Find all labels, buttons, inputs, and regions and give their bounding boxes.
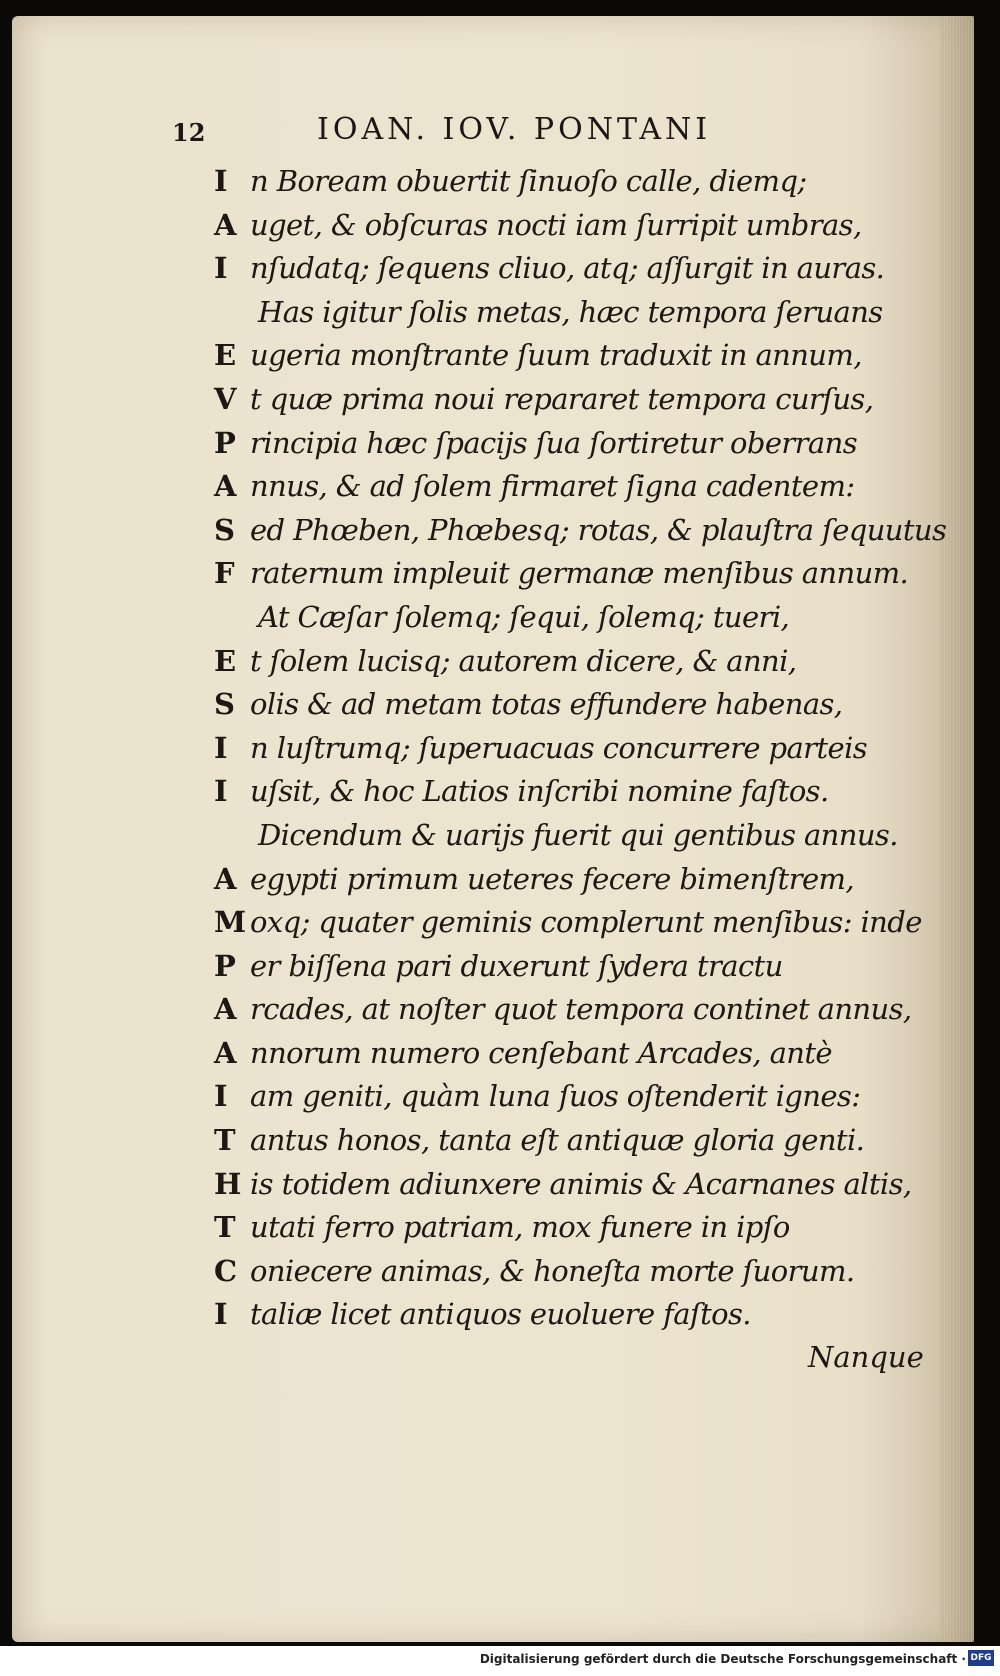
verse-initial: E [214,643,236,678]
footer-credit: Digitalisierung gefördert durch die Deutsche Forschungsgemeinschaft · [479,1652,966,1666]
verse-initial: P [214,425,236,460]
verse-line [214,1250,934,1294]
verse-text: er biſſena pari duxerunt ſydera tractu [250,948,783,983]
verse-initial: I [214,164,227,198]
verse-text: At Cæſar ſolemq; ſequi, ſolemq; tueri, [258,599,790,634]
verse-line [214,858,934,902]
verse-text: rcades, at noſter quot tempora continet annus, [250,992,912,1027]
verse-initial: I [214,251,227,286]
verse-initial: I [214,1297,227,1332]
verse-text: n Boream obuertit ſinuoſo calle, diemq; [250,164,807,198]
verse-line [214,552,934,596]
verse-initial: A [214,1035,236,1070]
verse-line [214,814,934,858]
verse-line [214,901,934,945]
verse-initial: E [214,338,236,373]
verse-line [214,465,934,509]
verse-block [214,160,947,1337]
verse-text: n luſtrumq; ſuperuacuas concurrere parteis [250,730,868,765]
verse-initial: F [214,556,234,591]
verse-line [214,204,934,248]
verse-text: ed Phœben, Phœbesq; rotas, & plauſtra ſequutus [250,512,947,547]
dfg-logo: DFG [968,1650,994,1666]
verse-text: Has igitur ſolis metas, hæc tempora ſeruans [258,294,883,329]
verse-text: Dicendum & uarijs fuerit qui gentibus annus. [258,817,898,852]
verse-initial: V [214,381,236,416]
running-head [172,112,832,152]
verse-text: am geniti, quàm luna ſuos oſtenderit ignes: [250,1079,861,1114]
verse-initial: H [214,1166,241,1201]
catchword: Nanque [808,1340,924,1374]
verse-text: ugeria monſtrante ſuum traduxit in annum, [250,338,862,373]
verse-line [214,334,934,378]
verse-text: uget, & obſcuras nocti iam ſurripit umbras, [250,207,862,242]
verse-line [214,1206,934,1250]
verse-text: t quæ prima noui repararet tempora curſus, [250,381,874,416]
verse-line [214,727,934,771]
verse-initial: A [214,992,236,1027]
verse-text: taliæ licet antiquos euoluere faſtos. [250,1297,751,1332]
verse-line [214,945,934,989]
page-number: 12 [172,118,206,147]
verse-text: olis & ad metam totas effundere habenas, [250,687,843,722]
verse-line [214,247,934,291]
verse-line [214,1163,934,1207]
verse-line [214,596,934,640]
verse-initial: I [214,774,227,809]
verse-line [214,988,934,1032]
verse-initial: P [214,948,236,983]
verse-text: is totidem adiunxere animis & Acarnanes altis, [250,1166,912,1201]
verse-text: nſudatq; ſequens cliuo, atq; aſſurgit in auras. [250,251,885,286]
verse-line [214,640,934,684]
verse-initial: C [214,1253,237,1288]
verse-text: t ſolem lucisq; autorem dicere, & anni, [250,643,797,678]
verse-text: raternum impleuit germanæ menſibus annum. [250,556,909,591]
verse-line [214,291,934,335]
verse-initial: S [214,512,235,547]
verse-line [214,1119,934,1163]
verse-text: nnorum numero cenſebant Arcades, antè [250,1035,832,1070]
verse-initial: I [214,1079,227,1114]
verse-text: nnus, & ad ſolem firmaret ſigna cadentem: [250,469,855,504]
page-edge-shading [940,16,974,1642]
verse-text: uſsit, & hoc Latios inſcribi nomine faſtos. [250,774,829,809]
verse-initial: T [214,1123,235,1158]
verse-line [214,1075,934,1119]
verse-line [214,422,934,466]
verse-line [214,770,934,814]
verse-initial: I [214,730,227,765]
verse-initial: M [214,905,246,940]
verse-text: utati ferro patriam, mox funere in ipſo [250,1210,790,1245]
verse-text: antus honos, tanta eſt antiquæ gloria genti. [250,1123,865,1158]
verse-initial: T [214,1210,235,1245]
verse-initial: A [214,861,236,896]
verse-text: oniecere animas, & honeſta morte ſuorum. [250,1253,855,1288]
running-head-title: IOAN. IOV. PONTANI [317,112,712,147]
verse-line [214,683,934,727]
verse-line [214,1293,934,1337]
verse-text: egypti primum ueteres fecere bimenſtrem, [250,861,855,896]
verse-text: rincipia hæc ſpacijs ſua ſortiretur oberrans [250,425,857,460]
verse-line [214,1032,934,1076]
verse-text: oxq; quater geminis complerunt menſibus: inde [250,905,922,940]
verse-initial: A [214,207,236,242]
verse-initial: A [214,469,236,504]
verse-line [214,378,934,422]
verse-line [214,160,934,204]
verse-initial: S [214,687,235,722]
verse-line [214,509,947,553]
